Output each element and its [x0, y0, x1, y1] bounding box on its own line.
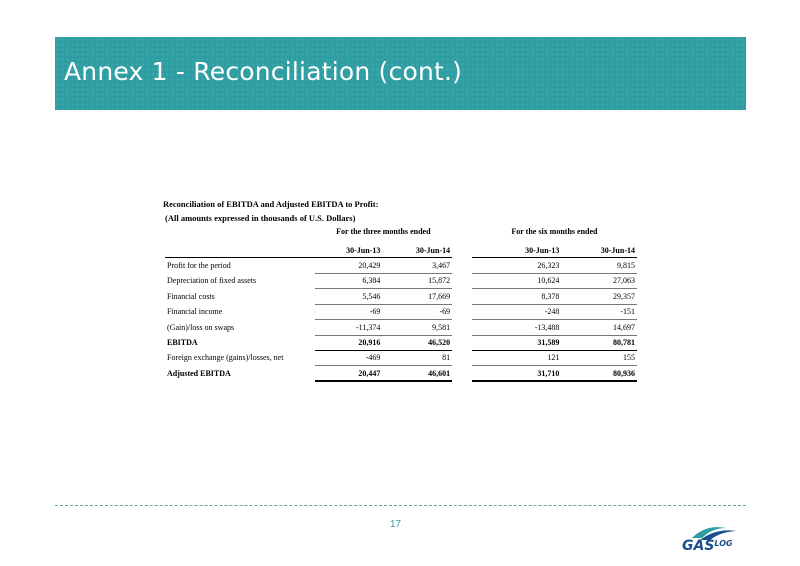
- row-label: Financial costs: [167, 291, 215, 301]
- logo-wordmark: $GAS^{LOG}$: [682, 538, 733, 554]
- table-row: [165, 320, 637, 336]
- slide-title: Annex 1 - Reconciliation (cont.): [64, 57, 463, 86]
- cell-value: 80,781: [561, 335, 637, 350]
- adjusted-ebitda-row: [165, 366, 637, 382]
- date-header: 30-Jun-13: [315, 239, 383, 258]
- cell-value: -11,374: [315, 320, 383, 336]
- table-subtitle: (All amounts expressed in thousands of U.S. Dollars): [165, 213, 356, 223]
- cell-value: 46,520: [382, 335, 452, 350]
- reconciliation-table: [165, 224, 637, 382]
- cell-value: -248: [472, 304, 561, 320]
- cell-value: -13,488: [472, 320, 561, 336]
- row-label: Foreign exchange (gains)/losses, net: [167, 353, 284, 363]
- row-label: Adjusted EBITDA: [167, 368, 231, 378]
- table-row: [165, 289, 637, 305]
- footer-divider: [55, 505, 746, 506]
- row-label: EBITDA: [167, 338, 198, 347]
- cell-value: 31,589: [472, 335, 561, 350]
- cell-value: 14,697: [561, 320, 637, 336]
- cell-value: 20,447: [315, 366, 383, 382]
- cell-value: 155: [561, 350, 637, 366]
- cell-value: 10,624: [472, 273, 561, 289]
- cell-value: -69: [382, 304, 452, 320]
- cell-value: 6,384: [315, 273, 383, 289]
- six-months-header: For the six months ended: [511, 227, 598, 236]
- table-row: [165, 350, 637, 366]
- date-header: 30-Jun-13: [472, 239, 561, 258]
- cell-value: 15,872: [382, 273, 452, 289]
- cell-value: -469: [315, 350, 383, 366]
- cell-value: 27,063: [561, 273, 637, 289]
- cell-value: 81: [382, 350, 452, 366]
- cell-value: 8,378: [472, 289, 561, 305]
- cell-value: 9,815: [561, 258, 637, 274]
- cell-value: 17,669: [382, 289, 452, 305]
- row-label: (Gain)/loss on swaps: [167, 322, 235, 332]
- page-number: 17: [390, 519, 402, 530]
- cell-value: 9,581: [382, 320, 452, 336]
- period-header-row: [165, 224, 637, 239]
- row-label: Depreciation of fixed assets: [167, 276, 257, 286]
- cell-value: 5,546: [315, 289, 383, 305]
- cell-value: -151: [561, 304, 637, 320]
- cell-value: 20,429: [315, 258, 383, 274]
- cell-value: 121: [472, 350, 561, 366]
- cell-value: 3,467: [382, 258, 452, 274]
- table-row: [165, 304, 637, 320]
- cell-value: 46,601: [382, 366, 452, 382]
- row-label: Financial income: [167, 307, 223, 317]
- cell-value: 80,936: [561, 366, 637, 382]
- date-header: 30-Jun-14: [382, 239, 452, 258]
- cell-value: 26,323: [472, 258, 561, 274]
- date-header-row: [165, 239, 637, 258]
- title-banner: [55, 37, 746, 110]
- date-header: 30-Jun-14: [561, 239, 637, 258]
- table-row: [165, 273, 637, 289]
- table-row: [165, 258, 637, 274]
- cell-value: -69: [315, 304, 383, 320]
- table-title: Reconciliation of EBITDA and Adjusted EBITDA to Profit:: [163, 199, 379, 209]
- cell-value: 29,357: [561, 289, 637, 305]
- three-months-header: For the three months ended: [336, 227, 431, 236]
- cell-value: 20,916: [315, 335, 383, 350]
- cell-value: 31,710: [472, 366, 561, 382]
- ebitda-row: [165, 335, 637, 350]
- gaslog-logo: [682, 522, 746, 556]
- row-label: Profit for the period: [167, 261, 231, 270]
